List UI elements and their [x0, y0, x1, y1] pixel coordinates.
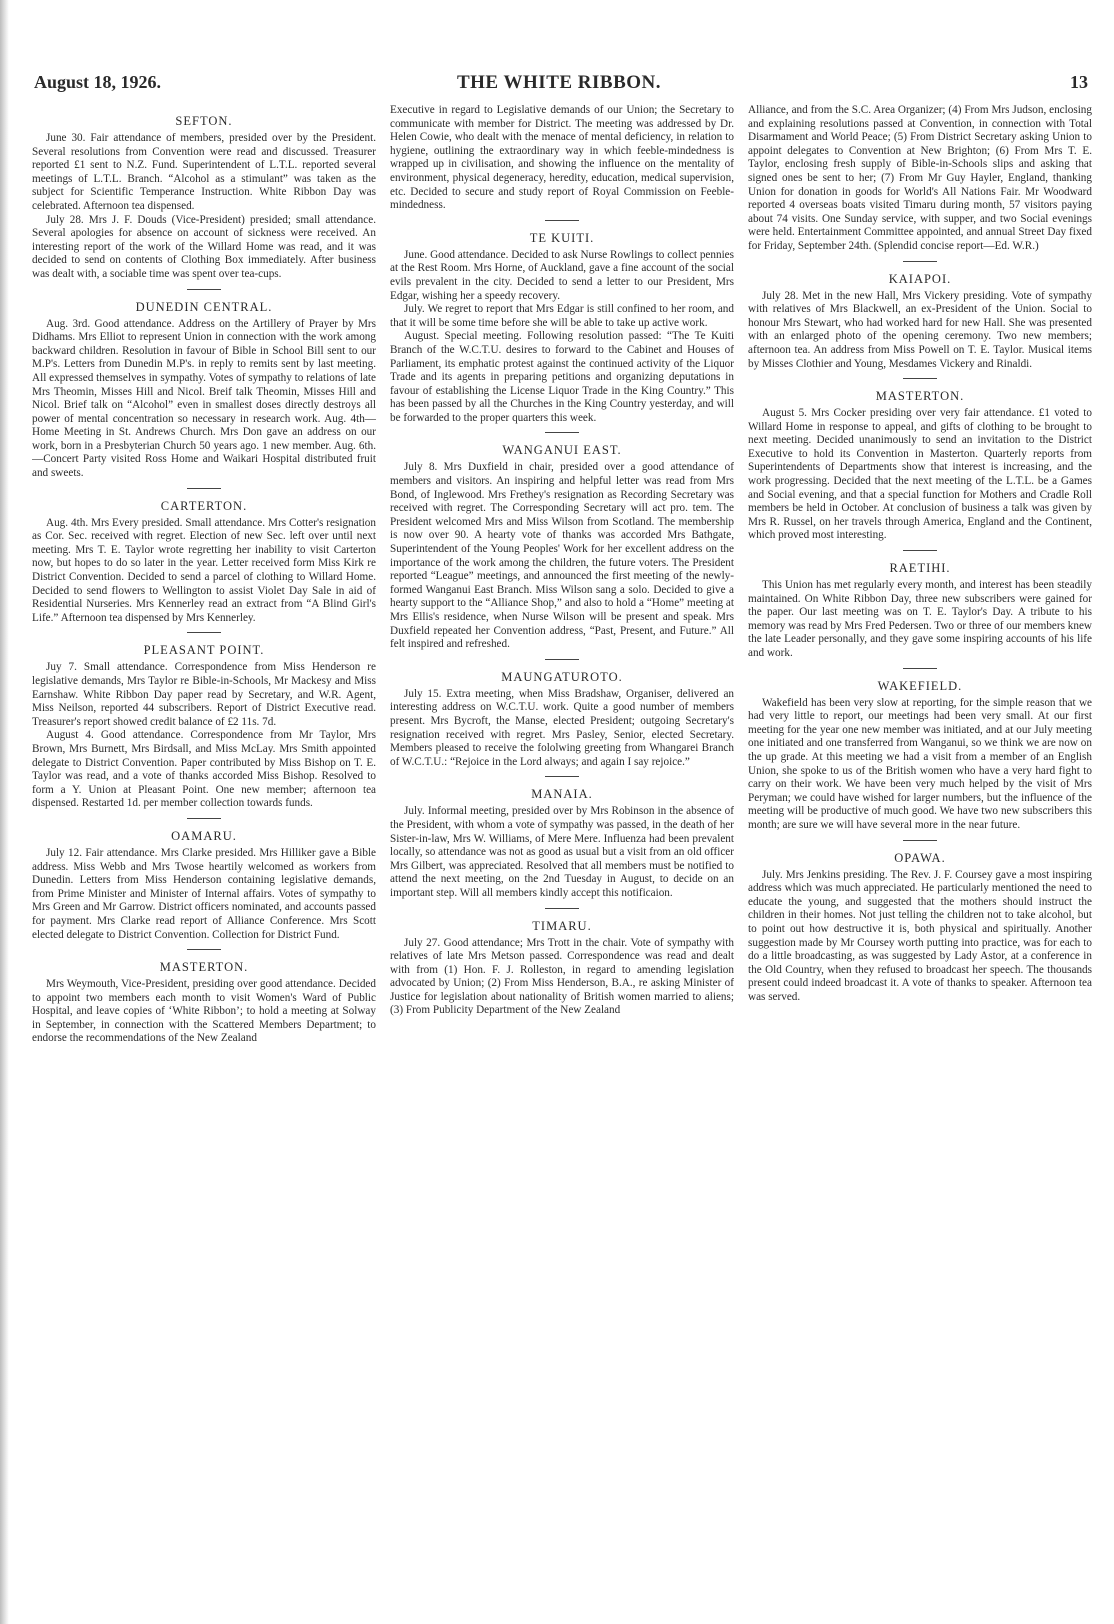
publication-title: THE WHITE RIBBON.: [456, 72, 661, 93]
report-paragraph: July 28. Met in the new Hall, Mrs Vickery presiding. Vote of sympathy with relatives of Mrs Blackwell, an ex-President of the Union. Social to honour Mrs Stewart, who had worked hard for new Hall. She was presented with an enlarged photo of the opening ceremony. Two new members; afternoon tea. An address from Miss Powell on T. E. Taylor. Musical items by Misses Clothier and Young, Mesdames Vickery and Rinaldi.: [748, 289, 1092, 370]
branch-report: [32, 632, 376, 811]
branch-report: [390, 776, 734, 900]
report-paragraph: July 15. Extra meeting, when Miss Bradshaw, Organiser, delivered an interesting address on W.C.T.U. work. Quite a good number of members present. Mrs Bycroft, the Manse, elected President; outgoing Secretary's resignation received with regret. Mrs Pasley, Senior, elected Secretary. Members pleased to receive the fololwing greeting from Whangarei Branch of W.C.T.U.: “Rejoice in the Lord always; and again I say rejoice.”: [390, 687, 734, 768]
report-paragraph: This Union has met regularly every month, and interest has been steadily maintained. On White Ribbon Day, three new subscribers were gained for the paper. Our last meeting was on T. E. Taylor's Day. A tribute to his memory was read by Mrs Fred Pedersen. Two or three of our members knew the late Leader personally, and they gave some inspiring accounts of his life and work.: [748, 579, 1092, 659]
section-divider: [187, 632, 221, 633]
branch-report: [32, 114, 376, 282]
section-heading: MANAIA.: [531, 787, 593, 802]
section-divider: [187, 289, 221, 290]
column-3: [748, 104, 1092, 1619]
section-divider: [903, 378, 937, 379]
report-paragraph: August 5. Mrs Cocker presiding over very fair attendance. £1 voted to Willard Home in response to appeal, and gifts of clothing to be brought to next meeting. Decided unanimously to send an invitation to the District Executive to hold its Convention in Masterton. Quarterly reports from Superintendents of Departments show that interest is increasing, and the work progressing. Decided that the next meeting of the L.T.L. be a Games and Social evening, and that a special function for Mothers and Cradle Roll members be held in October. At conclusion of business a talk was given by Mrs R. Russel, on her travels through America, England and the Continent, which proved most interesting.: [748, 407, 1092, 542]
article-columns: [32, 104, 1094, 1619]
report-paragraph: Wakefield has been very slow at reporting, for the simple reason that we had very little to report, our meetings had been very small. At our first meeting for the year one new member was initiated, and at our July meeting one initiated and one transferred from Wanganui, so we think we are now on the up grade. At this meeting we had a visit from a member of an English Union, she spoke to us of the British women who have a very hard fight to carry on their work. We have been very much helped by the visit of Mrs Peryman; we could have wished for larger numbers, but the influence of the meeting will be productive of much good. We have two new subscribers this month; are sure we will have several more in the near future.: [748, 696, 1092, 831]
report-paragraph: Aug. 3rd. Good attendance. Address on the Artillery of Prayer by Mrs Didhams. Mrs Elliot to represent Union in connection with the work among backward children. Resolution in favour of Bible in School Bill sent to our M.P's. Letters from Dunedin M.P's. in reply to remits sent by last meeting. All expressed themselves in sympathy. Votes of sympathy to relations of late Mrs Theomin, Misses Hill and Nicol. Breif talk Theomin, Misses Hill and Nicol. Brief talk on “Alcohol” even in smallest doses directly destroys all power of mental concentration so necessary in research work. Aug. 4th—Home Meeting in St. Andrews Church. Mrs Don gave an address on our work, born in a Presbyterian Church 50 years ago. 1 new member. Aug. 6th.—Concert Party visited Ross Home and Waikari Hospital distributed fruit and sweets.: [32, 317, 376, 480]
report-paragraph: June. Good attendance. Decided to ask Nurse Rowlings to collect pennies at the Rest Room. Mrs Horne, of Auckland, gave a fine account of the social evils prevalent in the city. Decided to send a letter to our President, Mrs Edgar, wishing her a speedy recovery.: [390, 248, 734, 302]
section-heading: WANGANUI EAST.: [502, 443, 622, 458]
section-heading: DUNEDIN CENTRAL.: [135, 299, 273, 314]
branch-report: [748, 550, 1092, 661]
branch-report: [32, 818, 376, 942]
section-divider: [187, 488, 221, 489]
column-2: [390, 104, 734, 1619]
issue-date: August 18, 1926.: [34, 72, 162, 92]
report-paragraph: July. We regret to report that Mrs Edgar is still confined to her room, and that it will be some time before she will be able to take up active work.: [390, 303, 734, 329]
section-divider: [903, 261, 937, 262]
page-header: [30, 72, 1088, 102]
report-paragraph: August 4. Good attendance. Correspondence from Mr Taylor, Mrs Brown, Mrs Burnett, Mrs Birdsall, and Miss McLay. Mrs Smith appointed delegate to District Convention. Paper contributed by Miss Bishop on T. E. Taylor was read, and a vote of thanks accorded Miss Bishop. Resolved to form a Y. Union at Pleasant Point. One new member; afternoon tea dispensed. Restarted 1d. per member collection towards funds.: [32, 729, 376, 810]
section-divider: [545, 432, 579, 433]
section-heading: TIMARU.: [532, 918, 592, 933]
section-heading: CARTERTON.: [160, 498, 248, 513]
section-divider: [545, 908, 579, 909]
branch-report: [748, 378, 1092, 543]
report-paragraph: July 27. Good attendance; Mrs Trott in the chair. Vote of sympathy with relatives of late Mrs Metson passed. Correspondence was read and dealt with from (1) Hon. F. J. Rolleston, in regard to amending legislation advocated by Union; (2) From Miss Henderson, B.A., re asking Minister of Justice for legislation about nationality of British women married to aliens; (3) From Publicity Department of the New Zealand: [390, 936, 734, 1017]
branch-report: [32, 488, 376, 626]
section-divider: [187, 818, 221, 819]
section-divider: [545, 659, 579, 660]
scan-edge: [0, 0, 9, 1624]
report-paragraph: July 8. Mrs Duxfield in chair, presided over a good attendance of members and visitors. An inspiring and helpful letter was read from Mrs Bond, of Inglewood. Mrs Frethey's resignation as Recording Secretary was received with regret. The Corresponding Secretary will act pro. tem. The President welcomed Mrs and Miss Wilson from Scotland. The membership is now over 90. A hearty vote of thanks was accorded Mrs Bathgate, Superintendent of the Young Peoples' Work for her excellent address on the importance of the work among the children, the future voters. The President reported “League” meetings, and announced the first meeting of the newly-formed Wanganui East Branch. Miss Wilson sang a solo. Decided to give a hearty support to the “Alliance Shop,” and also to hold a “Home” meeting at Mrs Ellis's residence, when Nurse Wilson will be present and speak. Mrs Duxfield repeated her Convention address, “Past, Present, and Future.” All felt inspired and refreshed.: [390, 461, 734, 651]
column-1: [32, 104, 376, 1619]
section-divider: [903, 668, 937, 669]
branch-report: [32, 289, 376, 481]
report-paragraph: Alliance, and from the S.C. Area Organizer; (4) From Mrs Judson, enclosing and explaining resolutions passed at Convention, in connection with Total Disarmament and World Peace; (5) From District Secretary asking Union to appoint delegates to Convention at New Brighton; (6) From Mrs T. E. Taylor, enclosing fresh supply of Bible-in-Schools slips and asking that signed ones be sent to her; (7) From Mr Guy Hayler, England, thanking Union for donation in goods for World's All Nations Fair. Mr Woodward reported 4 overseas boats visited Timaru during month, 57 visitors paying about 74 visits. One Sunday service, with supper, and two Social evenings were held. Entertainment Committee appointed, and annual Street Day fixed for Friday, September 24th. (Splendid concise report—Ed. W.R.): [748, 104, 1092, 252]
branch-report: [748, 104, 1092, 254]
report-paragraph: July 28. Mrs J. F. Douds (Vice-President) presided; small attendance. Several apologies for absence on account of sickness were received. An interesting report of the work of the Willard Home was read, and it was decided to send on contents of Clothing Box immediately. After business was dealt with, a sociable time was spent over tea-cups.: [32, 213, 376, 280]
section-heading: OAMARU.: [171, 828, 237, 843]
section-heading: KAIAPOI.: [888, 271, 952, 286]
section-heading: PLEASANT POINT.: [143, 643, 265, 658]
report-paragraph: July 12. Fair attendance. Mrs Clarke presided. Mrs Hilliker gave a Bible address. Miss Webb and Mrs Twose heartily welcomed as workers from Dunedin. Letters from Miss Henderson containing legislative demands, from Prime Minister and Minister of Internal affairs. Votes of sympathy to Mrs Green and Mr Garrow. District officers nominated, and accounts passed for payment. Mrs Clarke read report of Alliance Conference. Mrs Scott elected delegate to District Convention. Collection for District Fund.: [32, 846, 376, 941]
section-heading: SEFTON.: [175, 114, 233, 128]
report-paragraph: Juy 7. Small attendance. Correspondence from Miss Henderson re legislative demands, Mrs Taylor re Bible-in-Schools, Mr Mackesy and Miss Earnshaw. White Ribbon Day paper read by Secretary, and W.R. Agent, Miss Neilson, reported 44 subscribers. Report of District Executive read. Treasurer's report showed credit balance of £2 11s. 7d.: [32, 661, 376, 728]
section-divider: [187, 949, 221, 950]
section-heading: WAKEFIELD.: [877, 678, 963, 693]
section-heading: MASTERTON.: [875, 389, 965, 404]
section-heading: OPAWA.: [894, 850, 946, 865]
section-divider: [903, 550, 937, 551]
report-paragraph: August. Special meeting. Following resolution passed: “The Te Kuiti Branch of the W.C.T.U. desires to forward to the Cabinet and Houses of Parliament, its emphatic protest against the continued activity of the Liquor Trade and its agents in preparing petitions and organizing deputations in favour of establishing the License Liquor Trade in the King Country.” This has been passed by all the Churches in the King Country yesterday, and will be forwarded to the proper quarters this week.: [390, 330, 734, 424]
section-divider: [545, 220, 579, 221]
section-divider: [545, 776, 579, 777]
section-heading: RAETIHI.: [889, 561, 951, 576]
branch-report: [32, 949, 376, 1046]
branch-report: [390, 220, 734, 426]
report-paragraph: Mrs Weymouth, Vice-President, presiding over good attendance. Decided to appoint two members each month to visit Women's Ward of Public Hospital, and leave copies of ‘White Ribbon’; to hold a meeting at Solway in September, in connection with the Scattered Members Department; to endorse the recommendations of the New Zealand: [32, 978, 376, 1045]
report-paragraph: Executive in regard to Legislative demands of our Union; the Secretary to communicate with member for District. The meeting was addressed by Dr. Helen Cowie, who dealt with the menace of mental deficiency, in relation to hygiene, outlining the extraordinary way in which feeble-mindedness is wrapped up in civilisation, and showing the influence on the mentality of environment, physical degeneracy, heredity, education, medical supervision, etc. Decided to secure and study report of Royal Commission on Feeble-mindedness.: [390, 104, 734, 212]
section-heading: MAUNGATUROTO.: [501, 669, 623, 684]
section-heading: TE KUITI.: [529, 230, 595, 245]
section-heading: MASTERTON.: [159, 960, 249, 975]
branch-report: [748, 261, 1092, 372]
branch-report: [748, 840, 1092, 1005]
page-number: 13: [1070, 72, 1088, 92]
report-paragraph: Aug. 4th. Mrs Every presided. Small attendance. Mrs Cotter's resignation as Cor. Sec. received with regret. Election of new Sec. left over until next meeting. Mrs T. E. Taylor wrote regretting her inability to visit Carterton now, but hopes to do so later in the year. Letter received form Miss Kirk re District Convention. Decided to send a parcel of clothing to Willard Home. Decided to send flowers to Wellington to assist Violet Day Sale in aid of Residential Nurseries. Mrs Kennerley read an extract from “A Blind Girl's Life.” Afternoon tea dispensed by Mrs Kennerley.: [32, 516, 376, 624]
branch-report: [748, 668, 1092, 833]
report-paragraph: June 30. Fair attendance of members, presided over by the President. Several resolutions from Convention were read and discussed. Treasurer reported £1 sent to N.Z. Fund. Superintendent of L.T.L. reported several meetings of L.T.L. Branch. “Alcohol as a stimulant” was taken as the subject for Scientific Temperance Instruction. White Ribbon Day was celebrated. Afternoon tea dispensed.: [32, 132, 376, 212]
report-paragraph: July. Informal meeting, presided over by Mrs Robinson in the absence of the President, with whom a vote of sympathy was passed, in the death of her Sister-in-law, Mrs W. Williams, of Mere Mere. Influenza had been prevalent locally, so attendance was not as good as usual but a visit from an old officer Mrs Gilbert, was appreciated. Resolved that all members must be notified to attend the next meeting, on the 2nd Tuesday in August, to decide on an important step. Will all members kindly accept this notificaion.: [390, 805, 734, 899]
report-paragraph: July. Mrs Jenkins presiding. The Rev. J. F. Coursey gave a most inspiring address which was much appreciated. He particularly mentioned the need to educate the young, and suggested that the mothers should instruct the children in their homes. Not just telling the children not to take alcohol, but to point out how destructive it is, both physical and spiritually. Another suggestion made by Mr Coursey worth putting into practice, was for each to do a little broadcasting, as was suggested by Lady Astor, at a conference in the Old Country, when they refused to broadcast her speech. The thousands present could indeed broadcast it. A vote of thanks to speaker. Afternoon tea was served.: [748, 868, 1092, 1003]
branch-report: [390, 432, 734, 651]
branch-report: [390, 908, 734, 1019]
section-divider: [903, 840, 937, 841]
branch-report: [390, 659, 734, 770]
branch-report: [390, 104, 734, 213]
